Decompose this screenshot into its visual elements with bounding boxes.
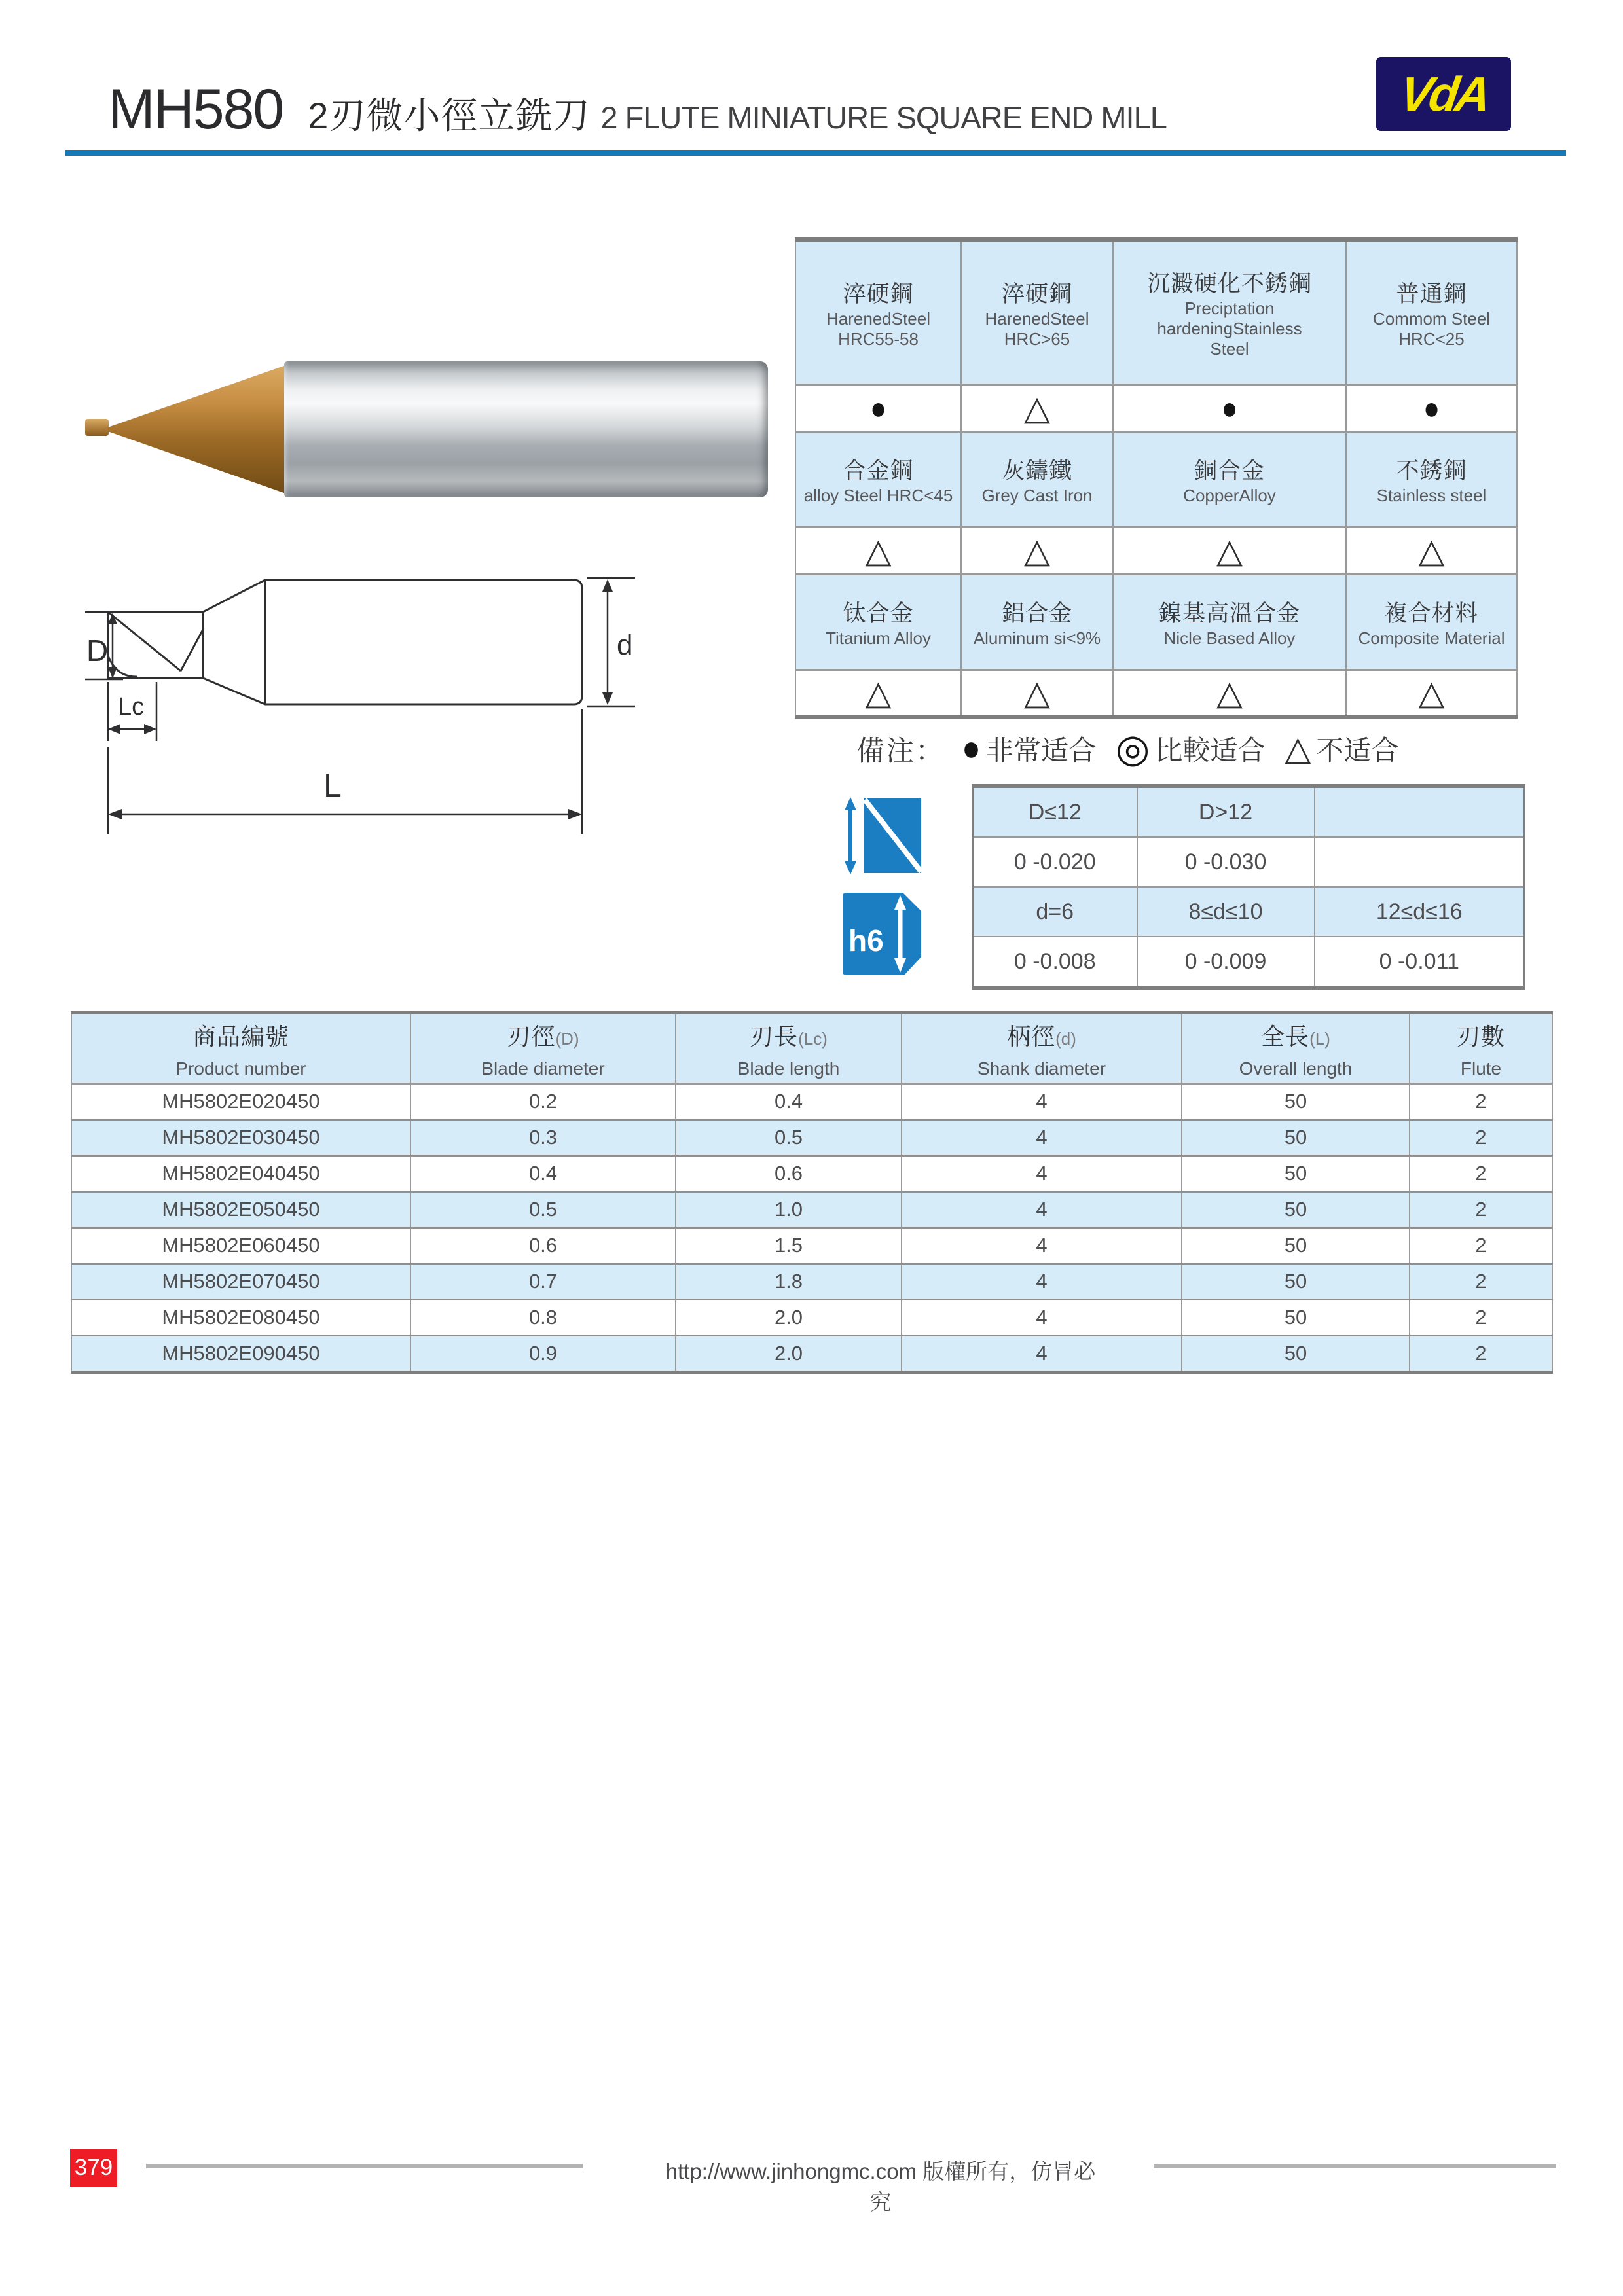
material-cell-content bbox=[1114, 444, 1345, 515]
product-value-cell: 50 bbox=[1182, 1336, 1410, 1372]
dim-label-Lc: Lc bbox=[118, 693, 145, 721]
triangle-symbol: △ bbox=[1024, 674, 1050, 712]
product-row bbox=[71, 1228, 1552, 1264]
product-value-cell: 2 bbox=[1410, 1336, 1552, 1372]
footer-divider-left bbox=[146, 2164, 583, 2168]
product-number-cell: MH5802E060450 bbox=[71, 1228, 410, 1264]
product-value-cell: 0.4 bbox=[676, 1084, 902, 1120]
material-name-en: Nicle Based Alloy bbox=[1163, 628, 1296, 648]
triangle-symbol: △ bbox=[865, 531, 892, 570]
brand-logo bbox=[1376, 57, 1511, 131]
tolerance-cell: d=6 bbox=[973, 887, 1137, 937]
product-value-cell: 50 bbox=[1182, 1120, 1410, 1156]
material-name-cn: 銅合金 bbox=[1194, 458, 1265, 484]
circle-symbol: ● bbox=[962, 728, 981, 768]
material-name-en: Titanium Alloy bbox=[826, 628, 931, 648]
tolerance-cell: 0 -0.030 bbox=[1137, 837, 1315, 887]
tolerance-cell: 0 -0.020 bbox=[973, 837, 1137, 887]
material-name-cn: 複合材料 bbox=[1384, 601, 1479, 626]
product-value-cell: 50 bbox=[1182, 1228, 1410, 1264]
material-sub-label: HRC<25 bbox=[1398, 329, 1465, 349]
tolerance-cell: D>12 bbox=[1137, 786, 1315, 837]
column-title-en: Blade length bbox=[737, 1058, 840, 1079]
product-value-cell: 2 bbox=[1410, 1156, 1552, 1192]
material-cell bbox=[961, 432, 1113, 528]
column-title-en: Blade diameter bbox=[481, 1058, 605, 1079]
material-symbol-cell bbox=[1346, 670, 1517, 717]
end-mill-photo bbox=[84, 361, 768, 497]
material-name-cn: 沉澱硬化不銹鋼 bbox=[1146, 271, 1312, 296]
product-column-header-content bbox=[676, 1014, 901, 1083]
legend-item bbox=[1285, 729, 1398, 768]
product-value-cell: 4 bbox=[902, 1228, 1182, 1264]
triangle-symbol: △ bbox=[1216, 674, 1243, 712]
material-cell bbox=[961, 240, 1113, 385]
product-value-cell: 0.6 bbox=[676, 1156, 902, 1192]
material-name-en: CopperAlloy bbox=[1183, 486, 1276, 505]
header-divider bbox=[65, 150, 1566, 156]
product-value-cell: 2 bbox=[1410, 1120, 1552, 1156]
material-name-en: Aluminum si<9% bbox=[973, 628, 1101, 648]
product-number-cell: MH5802E040450 bbox=[71, 1156, 410, 1192]
product-column-header-content bbox=[411, 1014, 675, 1083]
page-number: 379 bbox=[74, 2155, 113, 2180]
material-symbol-cell bbox=[1346, 385, 1517, 432]
product-value-cell: 4 bbox=[902, 1156, 1182, 1192]
product-value-cell: 4 bbox=[902, 1336, 1182, 1372]
product-number-cell: MH5802E020450 bbox=[71, 1084, 410, 1120]
tolerance-table bbox=[972, 784, 1525, 990]
product-column-header bbox=[71, 1013, 410, 1084]
material-symbol-row bbox=[795, 528, 1517, 575]
material-name-en: Stainless steel bbox=[1376, 486, 1487, 505]
product-row bbox=[71, 1300, 1552, 1336]
product-value-cell: 0.5 bbox=[410, 1192, 676, 1228]
product-column-header-content bbox=[1182, 1014, 1409, 1083]
material-name-cn: 钛合金 bbox=[843, 601, 914, 626]
product-column-header bbox=[902, 1013, 1182, 1084]
product-value-cell: 2.0 bbox=[676, 1336, 902, 1372]
material-name-cn: 不銹鋼 bbox=[1396, 458, 1467, 484]
brand-logo-text: VdA bbox=[1396, 67, 1491, 121]
product-number-cell: MH5802E090450 bbox=[71, 1336, 410, 1372]
material-cell bbox=[795, 575, 961, 670]
footer-divider-right bbox=[1154, 2164, 1556, 2168]
diameter-tolerance-icon bbox=[841, 796, 923, 876]
dimension-diagram bbox=[84, 531, 686, 859]
end-mill-taper bbox=[102, 364, 289, 495]
material-cell-content bbox=[1114, 257, 1345, 368]
material-cell bbox=[1346, 432, 1517, 528]
product-row bbox=[71, 1192, 1552, 1228]
tolerance-row bbox=[973, 786, 1525, 837]
subtitle-chinese: 2刃微小徑立銑刀 bbox=[308, 95, 591, 136]
product-value-cell: 2 bbox=[1410, 1192, 1552, 1228]
material-name-cn: 淬硬鋼 bbox=[1001, 281, 1072, 307]
copyright-text: http://www.jinhongmc.com 版權所有，仿冒必究 bbox=[665, 2159, 1096, 2214]
material-cell bbox=[1346, 575, 1517, 670]
product-table bbox=[71, 1011, 1553, 1374]
legend-item bbox=[1116, 726, 1266, 770]
product-value-cell: 0.6 bbox=[410, 1228, 676, 1264]
material-header-row bbox=[795, 575, 1517, 670]
material-symbol-cell bbox=[1113, 385, 1346, 432]
material-name-cn: 鎳基高溫合金 bbox=[1158, 601, 1300, 626]
tolerance-cell: 0 -0.009 bbox=[1137, 937, 1315, 988]
product-column-header bbox=[676, 1013, 902, 1084]
triangle-symbol: △ bbox=[1024, 531, 1050, 570]
material-sub-label: Steel bbox=[1210, 339, 1249, 359]
product-column-header bbox=[410, 1013, 676, 1084]
product-number-cell: MH5802E030450 bbox=[71, 1120, 410, 1156]
product-number-cell: MH5802E050450 bbox=[71, 1192, 410, 1228]
material-name-en: Commom Steel bbox=[1372, 308, 1491, 329]
tolerance-row bbox=[973, 937, 1525, 988]
material-symbol-cell bbox=[961, 385, 1113, 432]
product-value-cell: 0.7 bbox=[410, 1264, 676, 1300]
product-value-cell: 2 bbox=[1410, 1300, 1552, 1336]
material-cell bbox=[961, 575, 1113, 670]
product-value-cell: 4 bbox=[902, 1300, 1182, 1336]
column-title-cn: 刃數 bbox=[1456, 1022, 1505, 1050]
product-value-cell: 2 bbox=[1410, 1084, 1552, 1120]
material-name-en: Preciptation hardeningStainless bbox=[1157, 298, 1302, 338]
dim-label-d: d bbox=[617, 629, 633, 661]
material-name-en: Grey Cast Iron bbox=[981, 486, 1093, 505]
product-value-cell: 2 bbox=[1410, 1228, 1552, 1264]
end-mill-tip bbox=[85, 419, 109, 436]
material-symbol-cell bbox=[1113, 528, 1346, 575]
legend-label: 備注： bbox=[856, 735, 945, 767]
material-cell-content bbox=[962, 586, 1112, 658]
product-value-cell: 0.4 bbox=[410, 1156, 676, 1192]
material-cell bbox=[795, 240, 961, 385]
column-title-paren: (Lc) bbox=[798, 1028, 828, 1049]
material-name-en: alloy Steel HRC<45 bbox=[803, 486, 953, 505]
product-value-cell: 0.9 bbox=[410, 1336, 676, 1372]
circle-symbol: ● bbox=[1221, 389, 1238, 425]
product-value-cell: 50 bbox=[1182, 1192, 1410, 1228]
product-value-cell: 1.8 bbox=[676, 1264, 902, 1300]
material-cell-content bbox=[796, 267, 960, 359]
material-symbol-cell bbox=[795, 528, 961, 575]
product-value-cell: 0.8 bbox=[410, 1300, 676, 1336]
product-value-cell: 50 bbox=[1182, 1084, 1410, 1120]
material-name-en: Composite Material bbox=[1358, 628, 1505, 648]
material-header-row bbox=[795, 240, 1517, 385]
material-symbol-cell bbox=[795, 385, 961, 432]
material-name-cn: 淬硬鋼 bbox=[843, 281, 914, 307]
material-symbol-cell bbox=[961, 670, 1113, 717]
product-value-cell: 4 bbox=[902, 1120, 1182, 1156]
legend-item bbox=[962, 729, 1096, 768]
triangle-symbol: △ bbox=[1285, 730, 1311, 768]
column-title-en: Shank diameter bbox=[977, 1058, 1106, 1079]
product-value-cell: 1.5 bbox=[676, 1228, 902, 1264]
tolerance-cell: 0 -0.011 bbox=[1315, 937, 1525, 988]
product-row bbox=[71, 1156, 1552, 1192]
material-cell bbox=[1346, 240, 1517, 385]
column-title-paren: (d) bbox=[1055, 1028, 1076, 1049]
product-value-cell: 4 bbox=[902, 1084, 1182, 1120]
legend-item-text: 比較适合 bbox=[1155, 735, 1266, 766]
tolerance-cell: D≤12 bbox=[973, 786, 1137, 837]
column-title-cn: 全長(L) bbox=[1261, 1022, 1330, 1050]
model-number: MH580 bbox=[108, 78, 283, 141]
triangle-symbol: △ bbox=[865, 674, 892, 712]
material-name-cn: 普通鋼 bbox=[1396, 281, 1467, 307]
product-value-cell: 50 bbox=[1182, 1300, 1410, 1336]
subtitle-english: 2 FLUTE MINIATURE SQUARE END MILL bbox=[600, 100, 1167, 135]
dim-label-L: L bbox=[323, 767, 342, 804]
column-title-cn: 刃徑(D) bbox=[507, 1022, 579, 1050]
product-number-cell: MH5802E080450 bbox=[71, 1300, 410, 1336]
material-name-cn: 灰鑄鐵 bbox=[1001, 458, 1072, 484]
tolerance-cell: 8≤d≤10 bbox=[1137, 887, 1315, 937]
material-suitability-table bbox=[795, 237, 1518, 719]
material-cell-content bbox=[1347, 267, 1516, 359]
material-symbol-row bbox=[795, 670, 1517, 717]
material-symbol-cell bbox=[1346, 528, 1517, 575]
product-value-cell: 4 bbox=[902, 1264, 1182, 1300]
tolerance-row bbox=[973, 837, 1525, 887]
material-cell bbox=[1113, 432, 1346, 528]
material-sub-label: HRC>65 bbox=[1004, 329, 1070, 349]
tolerance-cell bbox=[1315, 786, 1525, 837]
product-value-cell: 50 bbox=[1182, 1156, 1410, 1192]
material-cell-content bbox=[796, 586, 960, 658]
product-header-row bbox=[71, 1013, 1552, 1084]
material-name-cn: 鋁合金 bbox=[1001, 601, 1072, 626]
product-value-cell: 50 bbox=[1182, 1264, 1410, 1300]
h6-label: h6 bbox=[848, 924, 884, 958]
tolerance-cell: 12≤d≤16 bbox=[1315, 887, 1525, 937]
material-cell-content bbox=[962, 444, 1112, 515]
column-title-paren: (L) bbox=[1309, 1028, 1330, 1049]
column-title-cn: 刃長(Lc) bbox=[750, 1022, 828, 1050]
column-title-cn: 柄徑(d) bbox=[1007, 1022, 1076, 1050]
tolerance-cell bbox=[1315, 837, 1525, 887]
material-cell-content bbox=[1114, 586, 1345, 658]
page-header bbox=[108, 77, 1167, 142]
product-row bbox=[71, 1120, 1552, 1156]
product-column-header bbox=[1182, 1013, 1410, 1084]
product-value-cell: 1.0 bbox=[676, 1192, 902, 1228]
product-row bbox=[71, 1084, 1552, 1120]
material-symbol-row bbox=[795, 385, 1517, 432]
column-title-cn: 商品編號 bbox=[192, 1022, 289, 1050]
product-value-cell: 0.3 bbox=[410, 1120, 676, 1156]
legend-item-text: 不适合 bbox=[1316, 735, 1399, 766]
circle-symbol: ● bbox=[1423, 389, 1440, 425]
suitability-legend bbox=[856, 728, 1398, 770]
product-row bbox=[71, 1264, 1552, 1300]
tolerance-cell: 0 -0.008 bbox=[973, 937, 1137, 988]
legend-items bbox=[962, 726, 1399, 770]
material-symbol-cell bbox=[961, 528, 1113, 575]
material-name-en: HarenedSteel bbox=[826, 308, 930, 329]
circle-symbol: ● bbox=[869, 389, 887, 425]
product-column-header bbox=[1410, 1013, 1552, 1084]
column-title-en: Overall length bbox=[1239, 1058, 1353, 1079]
product-row bbox=[71, 1336, 1552, 1372]
product-value-cell: 4 bbox=[902, 1192, 1182, 1228]
material-symbol-cell bbox=[1113, 670, 1346, 717]
column-title-paren: (D) bbox=[555, 1028, 579, 1049]
material-cell-content bbox=[1347, 586, 1516, 658]
product-value-cell: 0.2 bbox=[410, 1084, 676, 1120]
material-name-cn: 合金鋼 bbox=[843, 458, 914, 484]
product-column-header-content bbox=[72, 1014, 410, 1083]
page-number-badge bbox=[70, 2149, 117, 2187]
h6-shank-tolerance-icon bbox=[840, 890, 924, 978]
column-title-en: Product number bbox=[175, 1058, 306, 1079]
material-cell-content bbox=[962, 267, 1112, 359]
product-value-cell: 0.5 bbox=[676, 1120, 902, 1156]
product-value-cell: 2.0 bbox=[676, 1300, 902, 1336]
material-cell bbox=[1113, 575, 1346, 670]
triangle-symbol: △ bbox=[1216, 531, 1243, 570]
material-cell bbox=[795, 432, 961, 528]
column-title-en: Flute bbox=[1460, 1058, 1502, 1079]
material-cell-content bbox=[796, 444, 960, 515]
material-symbol-cell bbox=[795, 670, 961, 717]
triangle-symbol: △ bbox=[1024, 389, 1050, 427]
material-cell-content bbox=[1347, 444, 1516, 515]
triangle-symbol: △ bbox=[1418, 531, 1445, 570]
material-cell bbox=[1113, 240, 1346, 385]
dim-label-D: D bbox=[86, 634, 109, 668]
product-number-cell: MH5802E070450 bbox=[71, 1264, 410, 1300]
product-column-header-content bbox=[902, 1014, 1181, 1083]
end-mill-shank bbox=[284, 361, 768, 497]
material-sub-label: HRC55-58 bbox=[838, 329, 919, 349]
product-column-header-content bbox=[1410, 1014, 1552, 1083]
triangle-symbol: △ bbox=[1418, 674, 1445, 712]
material-header-row bbox=[795, 432, 1517, 528]
ring-symbol: ◎ bbox=[1116, 726, 1150, 770]
product-value-cell: 2 bbox=[1410, 1264, 1552, 1300]
tolerance-row bbox=[973, 887, 1525, 937]
legend-item-text: 非常适合 bbox=[986, 735, 1097, 766]
material-name-en: HarenedSteel bbox=[985, 308, 1089, 329]
